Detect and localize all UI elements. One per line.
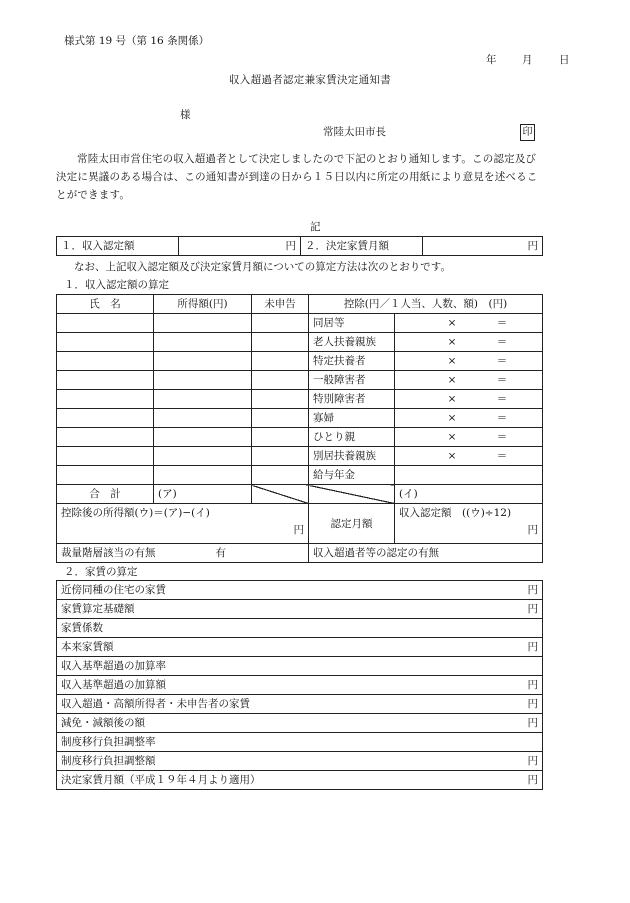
deduction-label: 給与年金 (309, 466, 395, 485)
rent-row-label: 制度移行負担調整率 (61, 736, 156, 748)
income-cert-label: １．収入認定額 (57, 237, 179, 256)
table-row (57, 638, 543, 657)
income-cert-calc-unit: 円 (527, 524, 539, 536)
excess-label: 収入超過者等の認定の有無 (309, 544, 543, 563)
deduction-label: 特別障害者 (309, 390, 395, 409)
rent-row-label: 家賃算定基礎額 (61, 603, 135, 615)
equals-sign: ＝ (496, 374, 508, 386)
rent-row-label: 本来家賃額 (61, 641, 114, 653)
equals-sign: ＝ (496, 355, 508, 367)
discretion-value: 有 (215, 547, 226, 559)
date-year-label: 年 (486, 54, 497, 66)
income-calc-table (56, 294, 543, 563)
times-sign: × (447, 336, 457, 348)
rent-row-unit: 円 (527, 641, 538, 653)
rent-calc-table (56, 580, 543, 790)
seal-mark: 印 (520, 124, 535, 141)
rent-row-unit: 円 (527, 584, 538, 596)
table-row (57, 390, 543, 409)
rent-row-label: 減免・減額後の額 (61, 717, 145, 729)
times-sign: × (447, 431, 457, 443)
discretion-label: 裁量階層該当の有無 (61, 547, 156, 559)
equals-sign: ＝ (496, 450, 508, 462)
after-deduction-unit: 円 (293, 524, 304, 536)
date-day-label: 日 (559, 54, 570, 66)
table-row (57, 428, 543, 447)
discretion-row (57, 544, 543, 563)
section1-heading: １．収入認定額の算定 (64, 279, 169, 291)
rent-label: ２．決定家賃月額 (301, 237, 423, 256)
table-row (57, 676, 543, 695)
discretion-cell (57, 544, 309, 563)
table-row (57, 447, 543, 466)
table-row (57, 371, 543, 390)
table-row (57, 466, 543, 485)
total-a: (ア) (154, 485, 252, 504)
times-sign: × (447, 450, 457, 462)
addressee-suffix: 様 (180, 109, 191, 121)
table-row (57, 409, 543, 428)
table-row (57, 752, 543, 771)
table-row (57, 771, 543, 790)
table-row (57, 314, 543, 333)
after-deduction-row (57, 504, 543, 544)
rent-row-unit: 円 (527, 698, 538, 710)
document-title: 収入超過者認定兼家賃決定通知書 (229, 74, 391, 86)
notice-paragraph: 常陸太田市営住宅の収入超過者として決定しましたので下記のとおり通知します。この認定及び決定に異議のある場合は、この通知書が到達の日から１５日以内に所定の用紙により意見を述べることができます。 (56, 153, 538, 201)
times-sign: × (447, 412, 457, 424)
deduction-label: 同居等 (309, 314, 395, 333)
deduction-label: 別居扶養親族 (309, 447, 395, 466)
summary-table (56, 236, 543, 256)
times-sign: × (447, 393, 457, 405)
section2-heading: ２．家賃の算定 (64, 566, 138, 578)
form-number: 様式第 19 号（第 16 条関係） (64, 35, 210, 47)
rent-row-label: 収入基準超過の加算額 (61, 679, 166, 691)
diagonal-cell (252, 485, 309, 504)
calculation-note: なお、上記収入認定額及び決定家賃月額についての算定方法は次のとおりです。 (74, 261, 451, 273)
after-deduction-label: 控除後の所得額(ウ)＝(ア)−(イ) (61, 507, 210, 519)
rent-row-label: 制度移行負担調整額 (61, 755, 156, 767)
rent-row-label: 家賃係数 (61, 622, 103, 634)
monthly-label: 認定月額 (309, 504, 395, 544)
deduction-label: ひとり親 (309, 428, 395, 447)
table-row (57, 695, 543, 714)
rent-row-unit: 円 (527, 755, 538, 767)
rent-row-label: 近傍同種の住宅の家賃 (61, 584, 166, 596)
income-cert-value: 円 (179, 237, 301, 256)
times-sign: × (447, 374, 457, 386)
table-row (57, 581, 543, 600)
after-deduction-cell (57, 504, 309, 544)
table-row (57, 600, 543, 619)
table-row (57, 714, 543, 733)
table-row (57, 657, 543, 676)
equals-sign: ＝ (496, 393, 508, 405)
income-cert-calc-cell (395, 504, 543, 544)
ki-mark: 記 (310, 221, 321, 233)
total-label: 合 計 (57, 485, 154, 504)
equals-sign: ＝ (496, 336, 508, 348)
col-undeclared-header: 未申告 (252, 295, 309, 314)
rent-row-unit: 円 (527, 717, 538, 729)
table-row (57, 333, 543, 352)
issuer-name: 常陸太田市長 (323, 126, 386, 138)
deduction-label: 一般障害者 (309, 371, 395, 390)
rent-value: 円 (423, 237, 543, 256)
deduction-label: 寡婦 (309, 409, 395, 428)
equals-sign: ＝ (496, 317, 508, 329)
rent-row-unit: 円 (527, 774, 538, 786)
rent-row-label: 決定家賃月額（平成１９年４月より適用） (61, 774, 261, 786)
col-deduction-header: 控除(円／１人当、人数、額) (円) (309, 295, 543, 314)
diagonal-cell (309, 485, 395, 504)
table-row (57, 619, 543, 638)
equals-sign: ＝ (496, 412, 508, 424)
total-i: (イ) (395, 485, 543, 504)
table-row (57, 352, 543, 371)
equals-sign: ＝ (496, 431, 508, 443)
col-name-header: 氏 名 (57, 295, 154, 314)
income-cert-calc-label: 収入認定額 ((ウ)÷12) (399, 507, 512, 519)
times-sign: × (447, 355, 457, 367)
rent-row-label: 収入超過・高額所得者・未申告者の家賃 (61, 698, 250, 710)
total-row (57, 485, 543, 504)
times-sign: × (447, 317, 457, 329)
rent-row-label: 収入基準超過の加算率 (61, 660, 166, 672)
col-income-header: 所得額(円) (154, 295, 252, 314)
deduction-label: 特定扶養者 (309, 352, 395, 371)
table-row (57, 733, 543, 752)
date-month-label: 月 (522, 54, 533, 66)
deduction-label: 老人扶養親族 (309, 333, 395, 352)
rent-row-unit: 円 (527, 603, 538, 615)
rent-row-unit: 円 (527, 679, 538, 691)
